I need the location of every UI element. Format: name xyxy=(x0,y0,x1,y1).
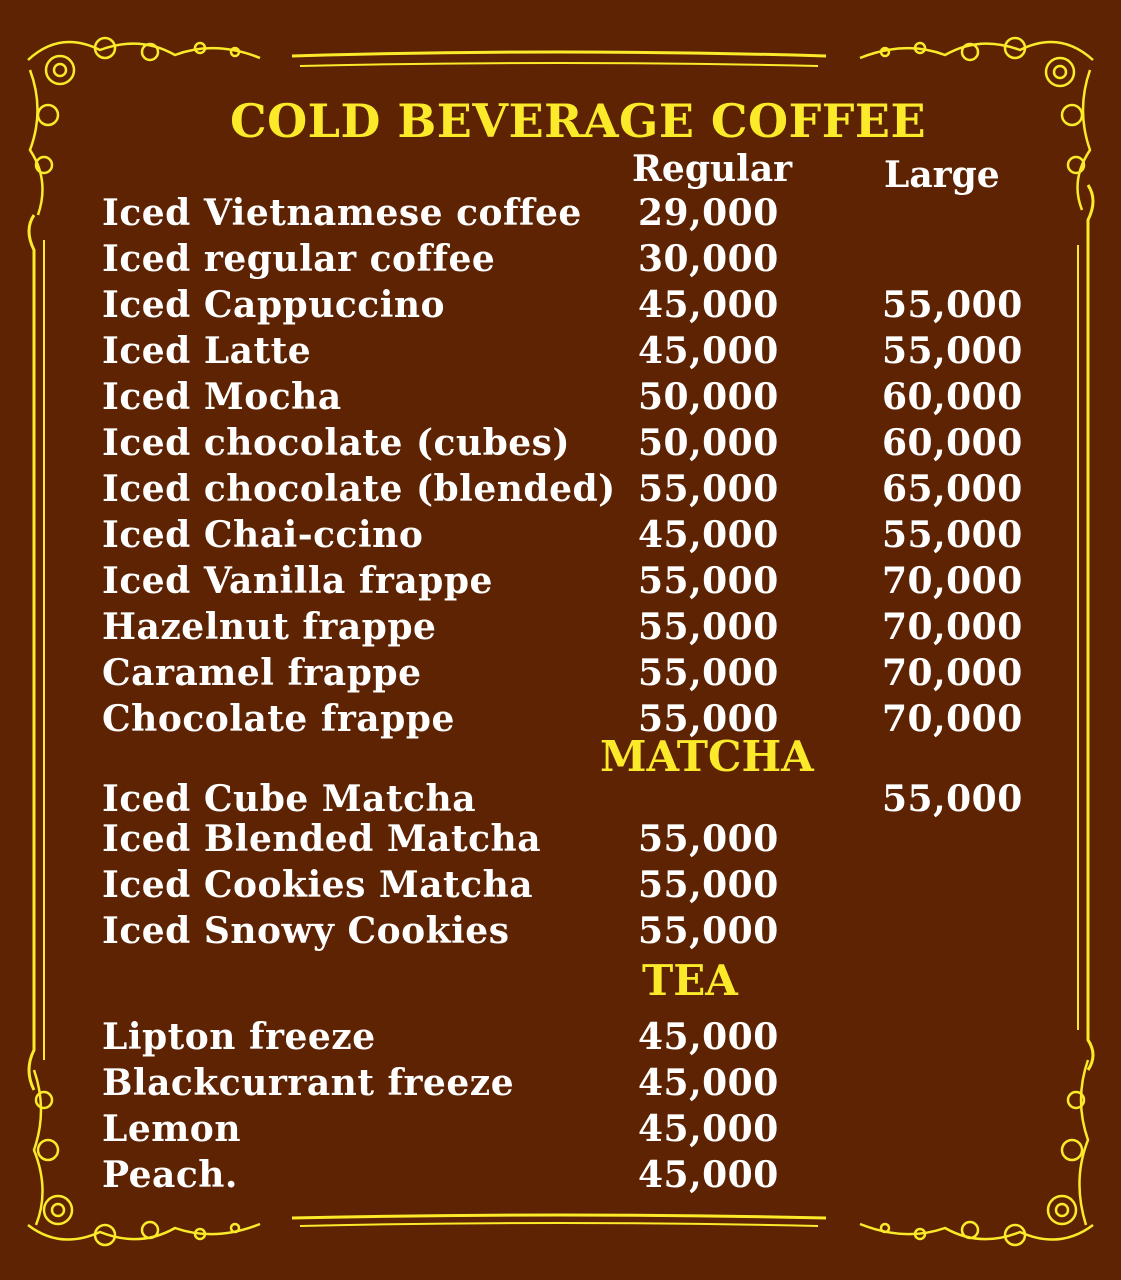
price-large: 55,000 xyxy=(882,284,1023,326)
menu-row xyxy=(0,560,1121,604)
item-name: Lemon xyxy=(102,1108,241,1150)
menu-row xyxy=(0,864,1121,908)
price-large: 55,000 xyxy=(882,778,1023,820)
menu-row xyxy=(0,376,1121,420)
price-large: 70,000 xyxy=(882,606,1023,648)
price-large: 70,000 xyxy=(882,652,1023,694)
item-name: Iced Snowy Cookies xyxy=(102,910,510,952)
item-name: Iced chocolate (blended) xyxy=(102,468,616,510)
menu-row xyxy=(0,910,1121,954)
price-regular: 30,000 xyxy=(638,238,779,280)
menu-row xyxy=(0,284,1121,328)
price-regular: 45,000 xyxy=(638,1154,779,1196)
price-regular: 55,000 xyxy=(638,468,779,510)
menu-row xyxy=(0,192,1121,236)
menu-row xyxy=(0,778,1121,822)
price-regular: 45,000 xyxy=(638,330,779,372)
item-name: Iced chocolate (cubes) xyxy=(102,422,570,464)
price-regular: 55,000 xyxy=(638,606,779,648)
menu-row xyxy=(0,330,1121,374)
column-header-large: Large xyxy=(884,154,1000,196)
menu-row xyxy=(0,818,1121,862)
menu-row xyxy=(0,1062,1121,1106)
menu-row xyxy=(0,698,1121,742)
item-name: Iced Cookies Matcha xyxy=(102,864,534,906)
price-large: 55,000 xyxy=(882,514,1023,556)
menu-row xyxy=(0,652,1121,696)
menu-row xyxy=(0,468,1121,512)
menu-row xyxy=(0,1154,1121,1198)
menu-row xyxy=(0,1016,1121,1060)
item-name: Caramel frappe xyxy=(102,652,422,694)
menu-row xyxy=(0,238,1121,282)
price-regular: 50,000 xyxy=(638,422,779,464)
menu-row xyxy=(0,514,1121,558)
price-large: 70,000 xyxy=(882,698,1023,740)
price-regular: 45,000 xyxy=(638,1062,779,1104)
section-title-matcha: MATCHA xyxy=(600,732,814,781)
section-title-tea: TEA xyxy=(642,956,738,1005)
item-name: Iced Cube Matcha xyxy=(102,778,477,820)
item-name: Iced Vanilla frappe xyxy=(102,560,493,602)
price-large: 55,000 xyxy=(882,330,1023,372)
item-name: Iced Cappuccino xyxy=(102,284,446,326)
price-regular: 55,000 xyxy=(638,818,779,860)
item-name: Iced Latte xyxy=(102,330,312,372)
price-regular: 45,000 xyxy=(638,1016,779,1058)
price-regular: 55,000 xyxy=(638,560,779,602)
price-regular: 55,000 xyxy=(638,910,779,952)
menu-title: COLD BEVERAGE COFFEE xyxy=(230,94,927,148)
item-name: Iced Mocha xyxy=(102,376,342,418)
item-name: Chocolate frappe xyxy=(102,698,455,740)
price-regular: 45,000 xyxy=(638,284,779,326)
price-large: 60,000 xyxy=(882,422,1023,464)
price-large: 70,000 xyxy=(882,560,1023,602)
price-large: 60,000 xyxy=(882,376,1023,418)
price-regular: 45,000 xyxy=(638,1108,779,1150)
price-regular: 55,000 xyxy=(638,864,779,906)
item-name: Peach. xyxy=(102,1154,238,1196)
menu-row xyxy=(0,1108,1121,1152)
item-name: Iced Vietnamese coffee xyxy=(102,192,582,234)
price-regular: 50,000 xyxy=(638,376,779,418)
corner-ornament-top-left xyxy=(28,38,260,215)
menu-row xyxy=(0,606,1121,650)
item-name: Iced Blended Matcha xyxy=(102,818,542,860)
item-name: Iced regular coffee xyxy=(102,238,496,280)
price-regular: 29,000 xyxy=(638,192,779,234)
column-header-regular: Regular xyxy=(632,148,793,190)
item-name: Iced Chai-ccino xyxy=(102,514,424,556)
menu-row xyxy=(0,422,1121,466)
item-name: Blackcurrant freeze xyxy=(102,1062,515,1104)
item-name: Hazelnut frappe xyxy=(102,606,437,648)
price-regular: 55,000 xyxy=(638,652,779,694)
price-regular: 45,000 xyxy=(638,514,779,556)
price-regular: 55,000 xyxy=(638,698,779,740)
item-name: Lipton freeze xyxy=(102,1016,376,1058)
price-large: 65,000 xyxy=(882,468,1023,510)
